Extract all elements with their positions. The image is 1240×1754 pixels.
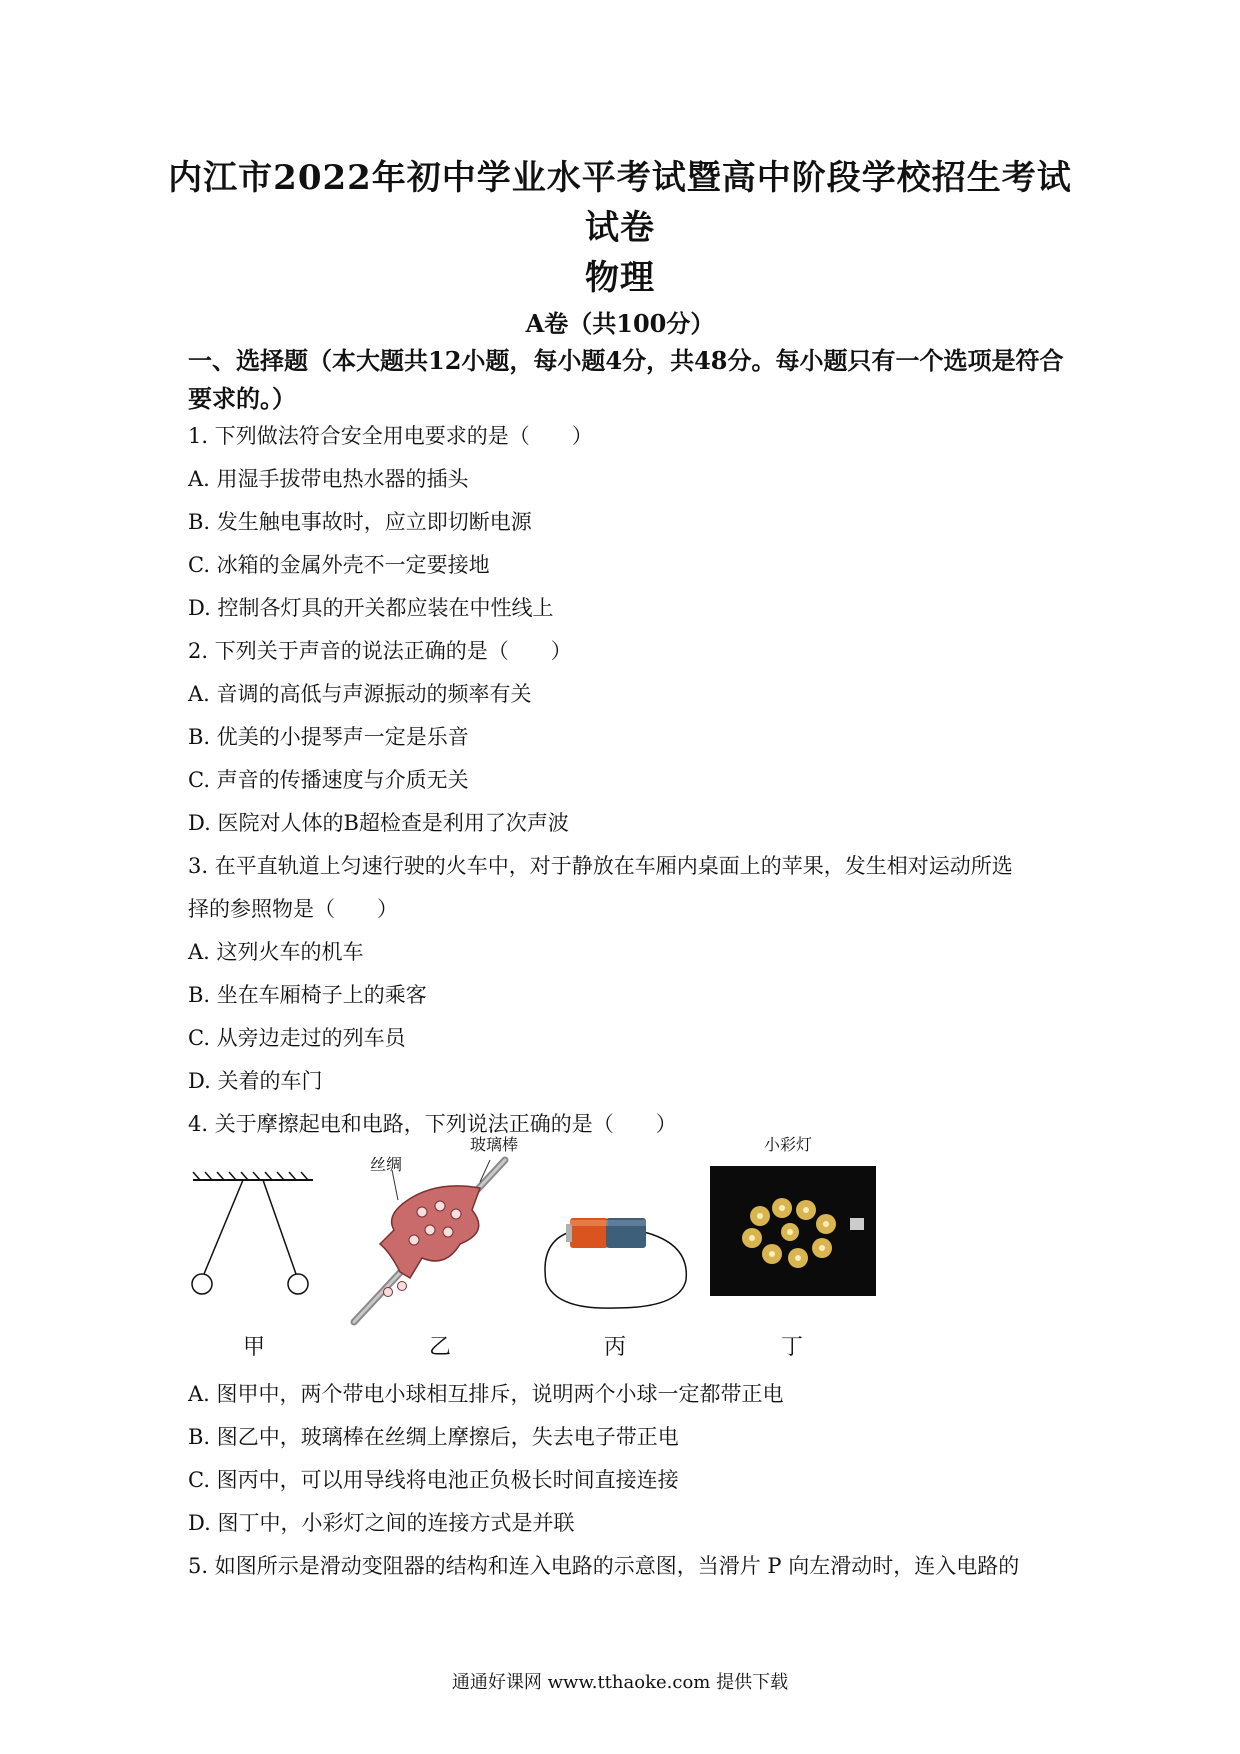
question-4-option-c: C. 图丙中，可以用导线将电池正负极长时间直接连接	[188, 1468, 679, 1492]
question-4-option-a: A. 图甲中，两个带电小球相互排斥，说明两个小球一定都带正电	[188, 1382, 784, 1406]
question-2-option-a: A. 音调的高低与声源振动的频率有关	[188, 682, 532, 706]
question-1-stem: 1. 下列做法符合安全用电要求的是（ ）	[188, 424, 593, 448]
question-4-option-d: D. 图丁中，小彩灯之间的连接方式是并联	[188, 1511, 575, 1535]
exam-title-line1: 内江市2022年初中学业水平考试暨高中阶段学校招生考试	[168, 158, 1072, 198]
question-3-option-b: B. 坐在车厢椅子上的乘客	[188, 983, 427, 1007]
figure-label-yi: 乙	[428, 1335, 451, 1360]
figure-label-ding: 丁	[780, 1335, 803, 1360]
subject-title: 物理	[585, 258, 655, 298]
figure-ding-lights	[710, 1135, 880, 1310]
figure-jia-pendulum	[188, 1170, 318, 1300]
question-3-option-d: D. 关着的车门	[188, 1069, 323, 1093]
question-1-option-c: C. 冰箱的金属外壳不一定要接地	[188, 553, 490, 577]
glass-rod-caption: 玻璃棒	[470, 1135, 519, 1154]
question-1-option-b: B. 发生触电事故时，应立即切断电源	[188, 510, 532, 534]
question-2-option-c: C. 声音的传播速度与介质无关	[188, 768, 469, 792]
question-3-stem-line2: 择的参照物是（ ）	[188, 897, 398, 921]
question-2-stem: 2. 下列关于声音的说法正确的是（ ）	[188, 639, 572, 663]
volume-heading: A卷（共100分）	[525, 309, 715, 338]
silk-caption: 丝绸	[370, 1155, 403, 1174]
figure-bing-battery-circuit	[540, 1202, 690, 1312]
question-5-stem: 5. 如图所示是滑动变阻器的结构和连入电路的示意图，当滑片 P 向左滑动时，连入电路的	[188, 1554, 1020, 1578]
figure-label-jia: 甲	[242, 1335, 265, 1360]
lights-caption: 小彩灯	[764, 1135, 813, 1154]
page-footer: 通通好课网 www.tthaoke.com 提供下载	[451, 1672, 789, 1693]
question-1-option-a: A. 用湿手拔带电热水器的插头	[188, 467, 469, 491]
question-3-stem-line1: 3. 在平直轨道上匀速行驶的火车中，对于静放在车厢内桌面上的苹果，发生相对运动所选	[188, 854, 1013, 878]
question-3-option-c: C. 从旁边走过的列车员	[188, 1026, 406, 1050]
question-3-option-a: A. 这列火车的机车	[188, 940, 364, 964]
section-heading: 一、选择题（本大题共12小题，每小题4分，共48分。每小题只有一个选项是符合要求的。）	[188, 346, 1064, 413]
question-4-option-b: B. 图乙中，玻璃棒在丝绸上摩擦后，失去电子带正电	[188, 1425, 679, 1449]
question-2-option-b: B. 优美的小提琴声一定是乐音	[188, 725, 469, 749]
lights-photo	[710, 1166, 876, 1296]
question-2-option-d: D. 医院对人体的B超检查是利用了次声波	[188, 811, 569, 835]
figure-yi-glass-rod	[340, 1135, 540, 1330]
question-4-figures	[0, 1135, 1240, 1370]
question-1-option-d: D. 控制各灯具的开关都应装在中性线上	[188, 596, 554, 620]
exam-title-line2: 试卷	[585, 208, 655, 248]
question-4-stem: 4. 关于摩擦起电和电路，下列说法正确的是（ ）	[188, 1112, 677, 1136]
figure-label-bing: 丙	[603, 1335, 626, 1360]
